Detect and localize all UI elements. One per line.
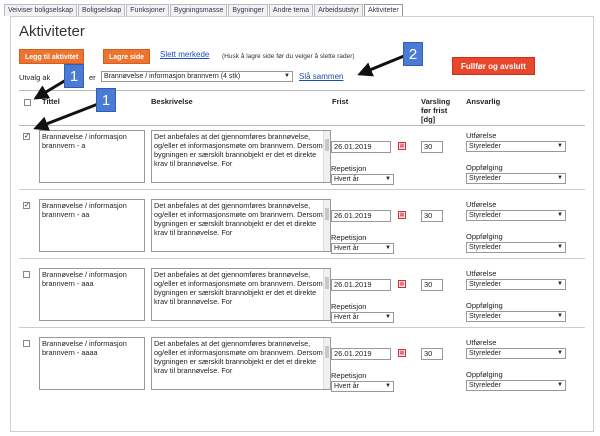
tab-bygningsmasse[interactable]: Bygningsmasse <box>170 4 227 16</box>
chevron-down-icon: ▼ <box>557 382 563 388</box>
merge-link[interactable]: Slå sammen <box>299 72 344 81</box>
execution-label: Utførelse <box>466 338 497 347</box>
tab-veiviser-boligselskap[interactable]: Veiviser boligselskap <box>4 4 77 16</box>
repetition-label: Repetisjon <box>331 302 367 311</box>
finish-button[interactable]: Fullfør og avslutt <box>452 57 535 75</box>
column-description: Beskrivelse <box>151 97 193 106</box>
tab-boligselskap[interactable]: Boligselskap <box>78 4 125 16</box>
deadline-input[interactable]: 26.01.2019 <box>331 210 391 222</box>
selection-value: Brannøvelse / informasjon brannvern (4 stk) <box>104 73 241 80</box>
chevron-down-icon: ▼ <box>385 176 391 182</box>
chevron-down-icon: ▼ <box>557 313 563 319</box>
notice-input[interactable]: 30 <box>421 141 443 153</box>
page-title: Aktiviteter <box>19 23 85 40</box>
chevron-down-icon: ▼ <box>557 175 563 181</box>
repetition-label: Repetisjon <box>331 233 367 242</box>
calendar-icon[interactable]: ▦ <box>399 281 405 287</box>
save-page-button[interactable]: Lagre side <box>103 49 150 64</box>
calendar-icon[interactable]: ▦ <box>399 143 405 149</box>
description-text: Det anbefales at det gjennomføres brannøvelse, og/eller et informasjonsmøte om brannvern. Dersom bygningen er særskilt brannobjekt er det et direkte krav til brannøvelse. For <box>154 201 323 237</box>
tab-aktiviteter[interactable]: Aktiviteter <box>364 4 403 17</box>
tab-funksjoner[interactable]: Funksjoner <box>126 4 169 16</box>
followup-label: Oppfølging <box>466 163 503 172</box>
deadline-input[interactable]: 26.01.2019 <box>331 279 391 291</box>
callout-1-bottom: 1 <box>96 88 116 112</box>
chevron-down-icon: ▼ <box>557 281 563 287</box>
title-textarea[interactable]: Brannøvelse / informasjon brannvern - aaaa <box>39 337 145 390</box>
arrow-1-select-all <box>36 80 66 98</box>
tab-bygninger[interactable]: Bygninger <box>228 4 268 16</box>
followup-label: Oppfølging <box>466 370 503 379</box>
chevron-down-icon: ▼ <box>284 73 290 79</box>
callout-2: 2 <box>403 42 423 66</box>
arrow-1-row-checkbox <box>36 104 98 128</box>
chevron-down-icon: ▼ <box>385 383 391 389</box>
title-textarea[interactable]: Brannøvelse / informasjon brannvern - a <box>39 130 145 183</box>
chevron-down-icon: ▼ <box>557 244 563 250</box>
tab-arbeidsutstyr[interactable]: Arbeidsutstyr <box>314 4 363 16</box>
delete-selected-link[interactable]: Slett merkede <box>160 50 210 59</box>
followup-value: Styreleder <box>469 382 501 389</box>
column-notice-1: Varsling <box>421 97 451 106</box>
column-deadline: Frist <box>332 97 349 106</box>
chevron-down-icon: ▼ <box>557 350 563 356</box>
execution-label: Utførelse <box>466 269 497 278</box>
repetition-label: Repetisjon <box>331 371 367 380</box>
selection-label-start: Utvalg ak <box>19 73 51 82</box>
notice-input[interactable]: 30 <box>421 210 443 222</box>
followup-label: Oppfølging <box>466 301 503 310</box>
execution-value: Styreleder <box>469 143 501 150</box>
deadline-input[interactable]: 26.01.2019 <box>331 348 391 360</box>
callout-1-top: 1 <box>64 64 84 88</box>
tab-andre-tema[interactable]: Andre tema <box>269 4 313 16</box>
notice-input[interactable]: 30 <box>421 348 443 360</box>
description-text: Det anbefales at det gjennomføres brannøvelse, og/eller et informasjonsmøte om brannvern. Dersom bygningen er særskilt brannobjekt er det et direkte krav til brannøvelse. For <box>154 270 323 306</box>
calendar-icon[interactable]: ▦ <box>399 350 405 356</box>
delete-note: (Husk å lagre side før du velger å slette rader) <box>222 53 355 60</box>
column-title: Tittel <box>42 97 60 106</box>
followup-label: Oppfølging <box>466 232 503 241</box>
calendar-icon[interactable]: ▦ <box>399 212 405 218</box>
repetition-value: Hvert år <box>334 314 359 321</box>
arrow-2-merge <box>360 56 404 74</box>
followup-value: Styreleder <box>469 244 501 251</box>
repetition-value: Hvert år <box>334 383 359 390</box>
execution-value: Styreleder <box>469 212 501 219</box>
add-activity-button[interactable]: Legg til aktivitet <box>19 49 84 64</box>
chevron-down-icon: ▼ <box>557 143 563 149</box>
description-text: Det anbefales at det gjennomføres brannøvelse, og/eller et informasjonsmøte om brannvern. Dersom bygningen er særskilt brannobjekt er det et direkte krav til brannøvelse. For <box>154 132 323 168</box>
chevron-down-icon: ▼ <box>385 314 391 320</box>
execution-label: Utførelse <box>466 200 497 209</box>
execution-value: Styreleder <box>469 350 501 357</box>
column-responsible: Ansvarlig <box>466 97 501 106</box>
chevron-down-icon: ▼ <box>385 245 391 251</box>
title-textarea[interactable]: Brannøvelse / informasjon brannvern - aa <box>39 199 145 252</box>
chevron-down-icon: ▼ <box>557 212 563 218</box>
followup-value: Styreleder <box>469 175 501 182</box>
notice-input[interactable]: 30 <box>421 279 443 291</box>
column-notice-3: [dg] <box>421 115 436 124</box>
execution-value: Styreleder <box>469 281 501 288</box>
followup-value: Styreleder <box>469 313 501 320</box>
description-text: Det anbefales at det gjennomføres brannøvelse, og/eller et informasjonsmøte om brannvern. Dersom bygningen er særskilt brannobjekt er det et direkte krav til brannøvelse. For <box>154 339 323 375</box>
repetition-value: Hvert år <box>334 245 359 252</box>
repetition-value: Hvert år <box>334 176 359 183</box>
execution-label: Utførelse <box>466 131 497 140</box>
deadline-input[interactable]: 26.01.2019 <box>331 141 391 153</box>
selection-label-end: er <box>89 73 96 82</box>
title-textarea[interactable]: Brannøvelse / informasjon brannvern - aaa <box>39 268 145 321</box>
column-notice-2: før frist <box>421 106 448 115</box>
repetition-label: Repetisjon <box>331 164 367 173</box>
